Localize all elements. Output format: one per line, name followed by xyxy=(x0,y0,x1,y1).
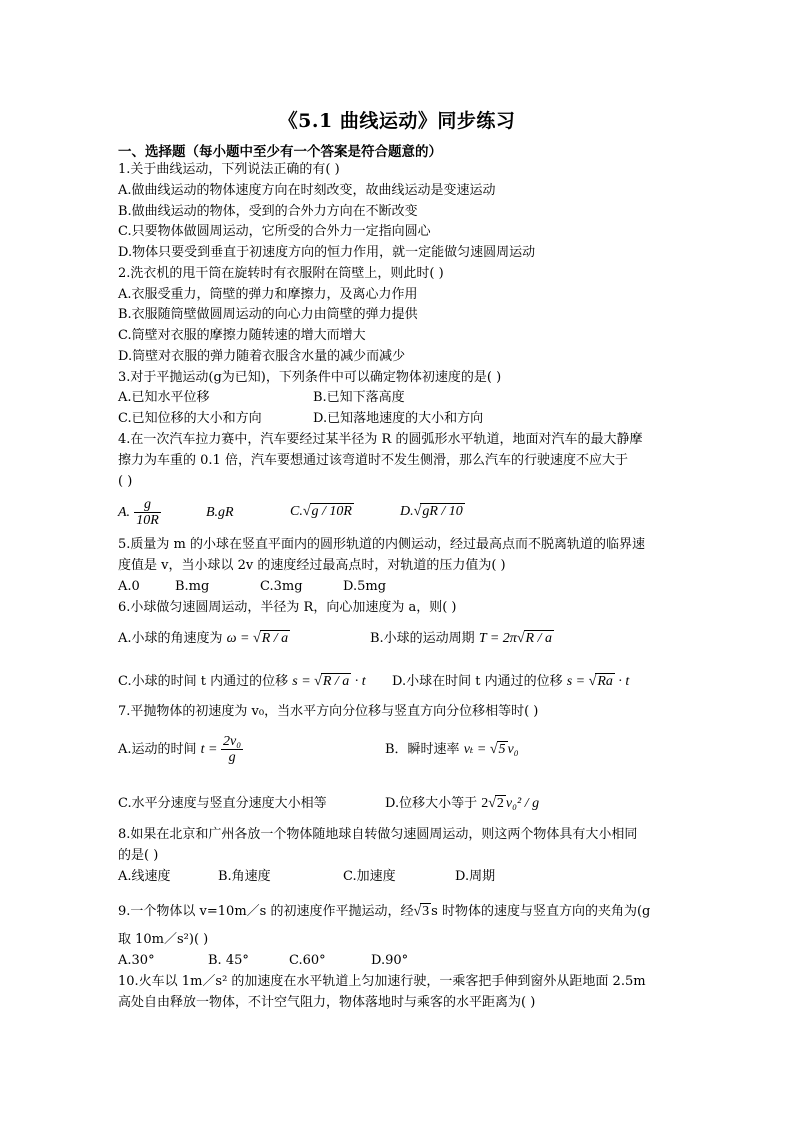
question-5-line-1: 5.质量为 m 的小球在竖直平面内的圆形轨道的内侧运动，经过最高点而不脱离轨道的临界速 xyxy=(118,537,645,552)
question-8-option-a: A.线速度 xyxy=(118,869,171,884)
question-3-option-b: B.已知下落高度 xyxy=(313,390,405,405)
question-5-option-a: A.0 xyxy=(118,579,140,594)
question-9-line-2: 取 10m／s²)( ) xyxy=(118,932,209,947)
question-9-option-d: D.90° xyxy=(371,953,409,968)
question-4-option-d: D.√gR / 10 xyxy=(400,504,463,519)
question-2-stem: 2.洗衣机的甩干筒在旋转时有衣服附在筒壁上，则此时( ) xyxy=(118,266,444,281)
page-title: 《5.1 曲线运动》同步练习 xyxy=(278,110,516,132)
question-6-option-a: A.小球的角速度为 ω = √R / a xyxy=(118,631,289,646)
question-8-option-b: B.角速度 xyxy=(218,869,271,884)
question-1-option-a: A.做曲线运动的物体速度方向在时刻改变，故曲线运动是变速运动 xyxy=(118,183,496,198)
question-3-option-a: A.已知水平位移 xyxy=(118,390,210,405)
question-3-option-d: D.已知落地速度的大小和方向 xyxy=(313,411,484,426)
question-1-option-b: B.做曲线运动的物体，受到的合外力方向在不断改变 xyxy=(118,204,418,219)
question-2-option-a: A.衣服受重力，筒壁的弹力和摩擦力，及离心力作用 xyxy=(118,287,418,302)
question-7-option-b: B．瞬时速率 vₜ = √5 v₀ xyxy=(385,742,519,757)
question-2-option-d: D.筒壁对衣服的弹力随着衣服含水量的减少而减少 xyxy=(118,349,406,364)
question-5-line-2: 度值是 v，当小球以 2v 的速度经过最高点时，对轨道的压力值为( ) xyxy=(118,558,506,573)
question-4-line-1: 4.在一次汽车拉力赛中，汽车要经过某半径为 R 的圆弧形水平轨道，地面对汽车的最大静摩 xyxy=(118,432,643,447)
question-9-option-a: A.30° xyxy=(118,953,155,968)
section-heading: 一、选择题（每小题中至少有一个答案是符合题意的） xyxy=(118,144,442,160)
question-5-option-d: D.5mg xyxy=(343,579,387,594)
question-5-option-b: B.mg xyxy=(175,579,210,594)
question-10-line-1: 10.火车以 1m／s² 的加速度在水平轨道上匀加速行驶，一乘客把手伸到窗外从距地面 2.5m xyxy=(118,974,646,989)
question-8-line-2: 的是( ) xyxy=(118,848,159,863)
question-4-line-3: ( ) xyxy=(118,474,133,489)
question-4-option-b: B.gR xyxy=(206,505,234,520)
question-4-option-a: A. $\frac{g}{10R}$ xyxy=(118,497,159,528)
question-7-option-a: A.运动的时间 t = $\frac{\text{2v₀}}{g}$ xyxy=(118,734,242,765)
question-9-line-1: 9.一个物体以 v=10m／s 的初速度作平抛运动，经√3 s 时物体的速度与竖直方向的夹角为(g xyxy=(118,904,651,919)
fraction-2v0-over-g: $\frac{\text{2v₀}}{g}$ xyxy=(223,734,242,765)
question-1-option-d: D.物体只要受到垂直于初速度方向的恒力作用，就一定能做匀速圆周运动 xyxy=(118,245,536,260)
question-8-option-c: C.加速度 xyxy=(343,869,396,884)
question-7-option-d: D.位移大小等于 2√2 v₀² / g xyxy=(385,796,540,811)
question-9-option-c: C.60° xyxy=(289,953,326,968)
question-5-option-c: C.3mg xyxy=(260,579,303,594)
question-10-line-2: 高处自由释放一物体，不计空气阻力，物体落地时与乘客的水平距离为( ) xyxy=(118,995,536,1010)
question-2-option-c: C.筒壁对衣服的摩擦力随转速的增大而增大 xyxy=(118,328,366,343)
question-3-option-c: C.已知位移的大小和方向 xyxy=(118,411,262,426)
question-7-option-c: C.水平分速度与竖直分速度大小相等 xyxy=(118,796,327,811)
question-6-option-b: B.小球的运动周期 T = 2π√R / a xyxy=(370,631,552,646)
question-9-option-b: B. 45° xyxy=(208,953,249,968)
question-4-option-c: C.√g / 10R xyxy=(290,504,352,519)
question-8-line-1: 8.如果在北京和广州各放一个物体随地球自转做匀速圆周运动，则这两个物体具有大小相同 xyxy=(118,827,638,842)
question-6-option-d: D.小球在时间 t 内通过的位移 s = √Ra · t xyxy=(392,674,630,689)
question-4-line-2: 擦力为车重的 0.1 倍，汽车要想通过该弯道时不发生侧滑，那么汽车的行驶速度不应大于 xyxy=(118,453,628,468)
question-2-option-b: B.衣服随筒壁做圆周运动的向心力由筒壁的弹力提供 xyxy=(118,307,418,322)
question-6-stem: 6.小球做匀速圆周运动，半径为 R，向心加速度为 a，则( ) xyxy=(118,600,457,615)
fraction-g-over-10r: $\frac{g}{10R}$ xyxy=(136,497,159,528)
question-3-stem: 3.对于平抛运动(g为已知)，下列条件中可以确定物体初速度的是( ) xyxy=(118,370,502,385)
question-1-option-c: C.只要物体做圆周运动，它所受的合外力一定指向圆心 xyxy=(118,224,431,239)
question-8-option-d: D.周期 xyxy=(455,869,496,884)
question-7-stem: 7.平抛物体的初速度为 v₀，当水平方向分位移与竖直方向分位移相等时( ) xyxy=(118,704,539,719)
question-1-stem: 1.关于曲线运动，下列说法正确的有( ) xyxy=(118,162,340,177)
question-6-option-c: C.小球的时间 t 内通过的位移 s = √R / a · t xyxy=(118,674,366,689)
